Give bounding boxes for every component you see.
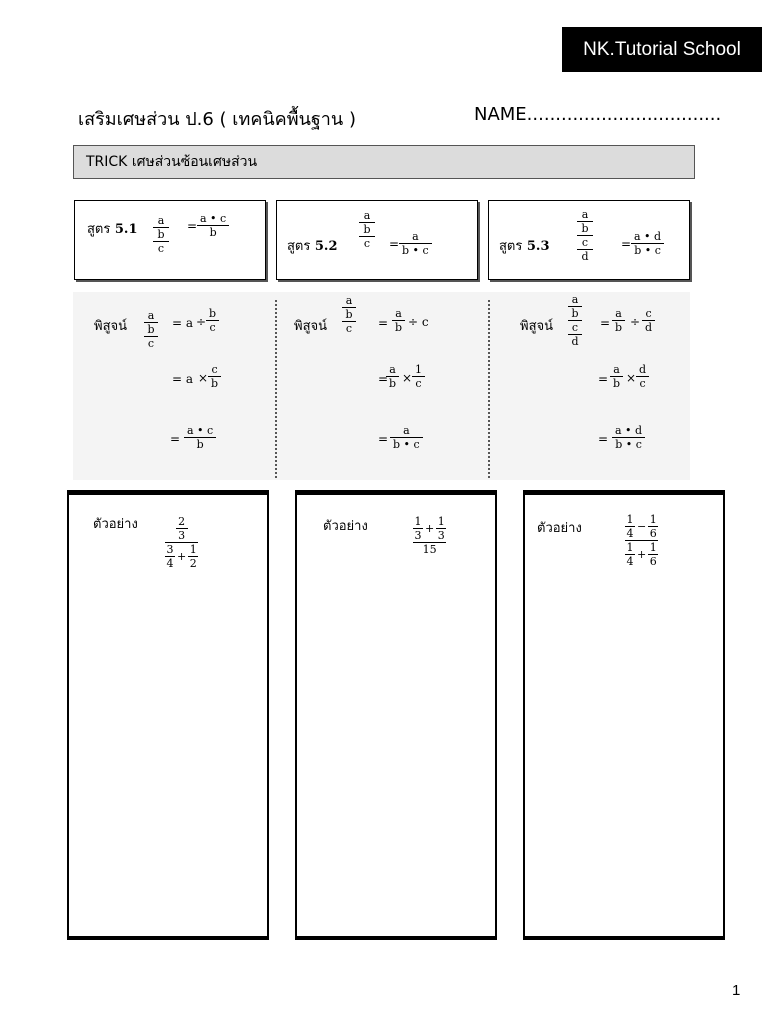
times-sign: × (402, 371, 413, 385)
dotted-divider (275, 300, 277, 478)
equals-sign: = (598, 432, 609, 446)
fraction: d c (636, 363, 649, 390)
equals-sign: = (378, 372, 389, 386)
equals-sign: = (378, 316, 389, 330)
proof-label: พิสูจน์ (94, 319, 128, 334)
formula-box-5-3 (488, 200, 690, 280)
trick-label: TRICK เศษส่วนซ้อนเศษส่วน (86, 154, 258, 170)
times-sign: × (626, 371, 637, 385)
complex-fraction: 1 3 + 1 3 15 (414, 515, 445, 556)
fraction: a b (392, 307, 405, 334)
nested-fraction: a b c (359, 209, 375, 250)
nested-fraction: a b c d (577, 208, 593, 263)
complex-fraction: 1 4 − 1 6 1 4 + 1 6 (626, 513, 657, 568)
formula-box-5-1 (74, 200, 266, 280)
fraction: a b (386, 363, 399, 390)
times-sign: × (198, 371, 209, 385)
nested-fraction: a b c (144, 309, 158, 350)
nested-fraction: a b c (342, 294, 356, 335)
example-label: ตัวอย่าง (537, 521, 582, 536)
example-label: ตัวอย่าง (93, 517, 138, 532)
fraction: c b (208, 363, 221, 390)
formula-label: สูตร 5.3 (499, 239, 550, 254)
fraction: b c (206, 307, 219, 334)
formula-box-5-2 (276, 200, 478, 280)
example-box-1[interactable] (67, 490, 269, 940)
example-label: ตัวอย่าง (323, 519, 368, 534)
dotted-divider (488, 300, 490, 478)
fraction: a b • c (390, 424, 423, 451)
equals-sign: = (187, 219, 198, 233)
equals-sign: = (600, 316, 611, 330)
fraction: a • d b • c (612, 424, 645, 451)
equals-sign: = (389, 237, 400, 251)
fraction: a b (612, 307, 625, 334)
divide-sign: ÷ (630, 315, 641, 329)
proof-step: ÷ c (408, 315, 429, 329)
school-brand-badge: NK.Tutorial School (562, 27, 762, 72)
result-fraction: a b • c (399, 230, 432, 257)
proof-label: พิสูจน์ (294, 319, 328, 334)
complex-fraction: 2 3 3 4 + 1 2 (166, 515, 197, 570)
equals-sign: = (170, 432, 181, 446)
equals-sign: = (598, 372, 609, 386)
fraction: a • c b (184, 424, 216, 451)
fraction: 1 c (412, 363, 425, 390)
proof-label: พิสูจน์ (520, 319, 554, 334)
example-box-2[interactable] (295, 490, 497, 940)
example-box-3[interactable] (523, 490, 725, 940)
nested-fraction: a b c d (568, 293, 582, 348)
nested-fraction: a b c (153, 214, 169, 255)
name-field[interactable]: NAME.................................. (474, 104, 722, 125)
worksheet-title: เสริมเศษส่วน ป.6 ( เทคนิคพื้นฐาน ) (78, 109, 356, 130)
proof-step: = a (172, 372, 194, 386)
formula-label: สูตร 5.1 (87, 222, 138, 237)
formula-label: สูตร 5.2 (287, 239, 338, 254)
fraction: c d (642, 307, 655, 334)
divide-sign: ÷ (196, 315, 207, 329)
equals-sign: = (621, 237, 632, 251)
equals-sign: = (378, 432, 389, 446)
result-fraction: a • d b • c (631, 230, 664, 257)
result-fraction: a • c b (197, 212, 229, 239)
page-number: 1 (732, 982, 741, 999)
trick-section-bar (73, 145, 695, 179)
proof-step: = a (172, 316, 194, 330)
fraction: a b (610, 363, 623, 390)
